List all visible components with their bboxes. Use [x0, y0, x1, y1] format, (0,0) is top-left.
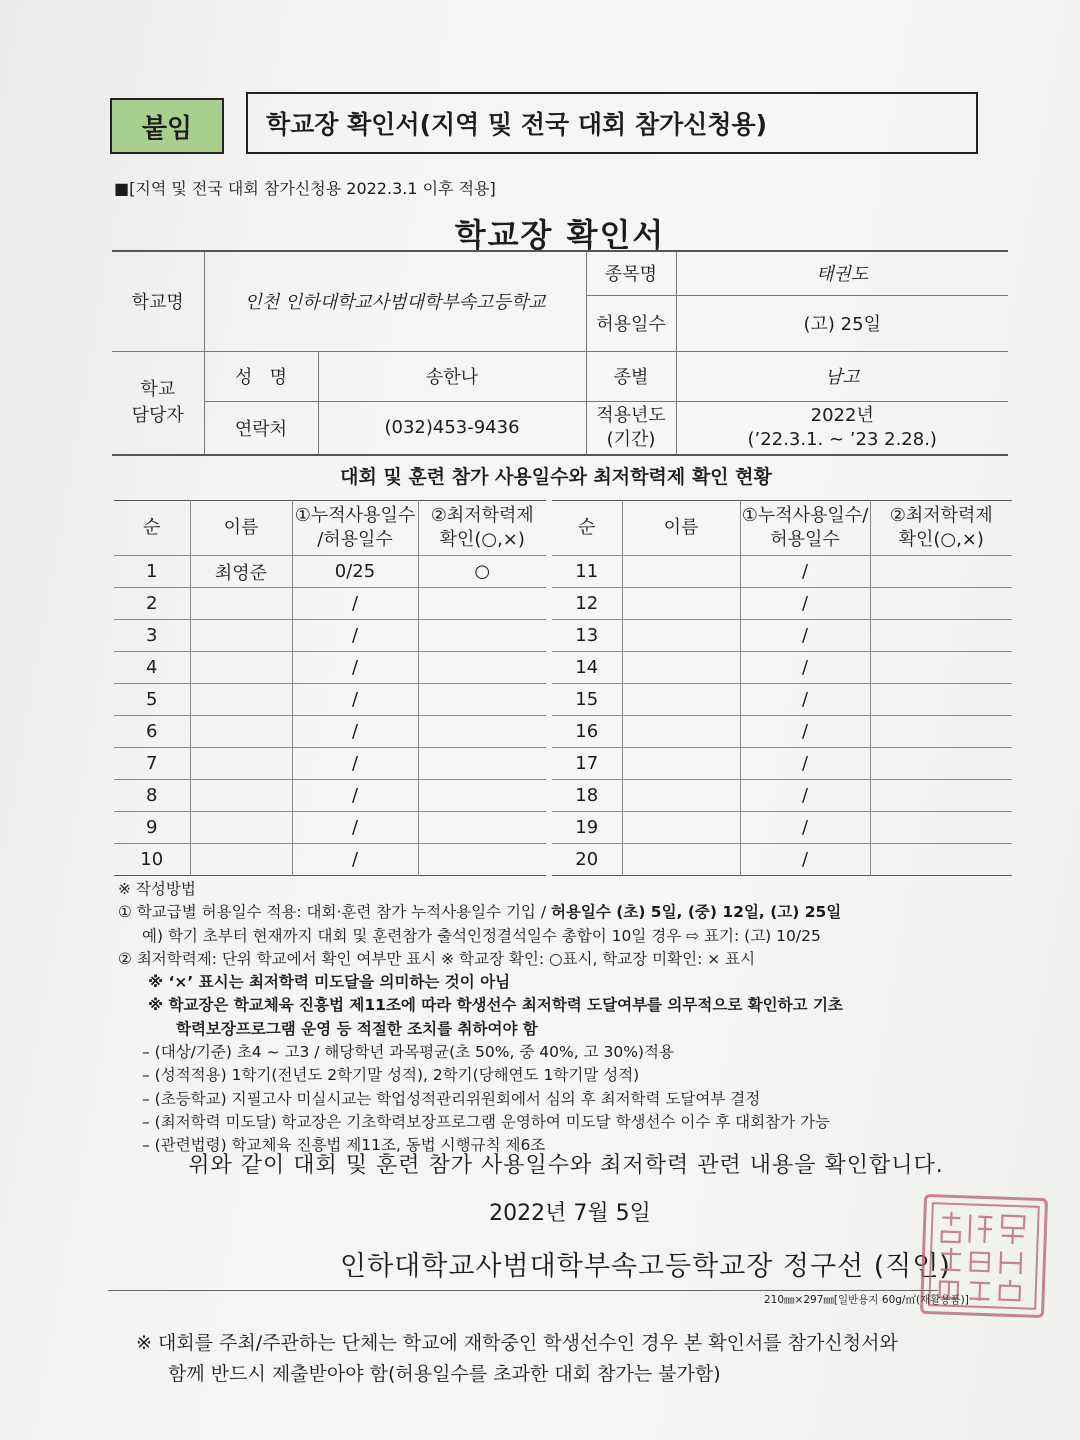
table-row	[552, 684, 1012, 716]
column-header: ①누적사용일수/ 허용일수	[740, 501, 870, 556]
instruction-line: – (성적적용) 1학기(전년도 2학기말 성적), 2학기(당해연도 1학기말 성적)	[142, 1066, 640, 1085]
cell-name	[622, 748, 740, 780]
cell-check	[418, 588, 546, 620]
cell-no: 16	[552, 716, 622, 748]
cell-name	[190, 588, 292, 620]
cell-days: /	[740, 620, 870, 652]
cell-name	[622, 556, 740, 588]
footnote-line: 함께 반드시 제출받아야 함(허용일수를 초과한 대회 참가는 불가함)	[168, 1363, 721, 1385]
cell-days: /	[740, 812, 870, 844]
cell-days: /	[740, 716, 870, 748]
cell-check	[418, 780, 546, 812]
cell-check	[870, 556, 1012, 588]
table-row	[552, 620, 1012, 652]
cell-name	[190, 844, 292, 876]
submission-footnote	[136, 1328, 1016, 1390]
period-value: (’22.3.1. ~ ’23 2.28.)	[747, 428, 937, 450]
cell-no: 10	[114, 844, 190, 876]
instruction-line: 예) 학기 초부터 현재까지 대회 및 훈련참가 출석인정결석일수 총합이 10일 경우 ⇨ 표기: (고) 10/25	[142, 926, 821, 945]
cell-no: 15	[552, 684, 622, 716]
cell-days: /	[292, 812, 418, 844]
instruction-line: 학력보장프로그램 운영 등 적절한 조치를 취하여야 함	[176, 1019, 538, 1038]
cell-no: 12	[552, 588, 622, 620]
cell-name	[190, 652, 292, 684]
table-row	[114, 684, 546, 716]
cell-name	[622, 716, 740, 748]
column-header: 순	[552, 501, 622, 556]
column-header: 순	[114, 501, 190, 556]
category-value: 남고	[676, 351, 1008, 401]
cell-no: 1	[114, 556, 190, 588]
cell-check	[870, 716, 1012, 748]
year-label: 적용년도 (기간)	[586, 401, 676, 455]
table-row	[552, 652, 1012, 684]
sport-label: 종목명	[586, 251, 676, 295]
roster-table-left	[114, 500, 546, 876]
cell-no: 8	[114, 780, 190, 812]
cell-days: /	[292, 716, 418, 748]
cell-days: /	[740, 684, 870, 716]
column-header: ①누적사용일수 /허용일수	[292, 501, 418, 556]
cell-no: 7	[114, 748, 190, 780]
cell-days: /	[292, 748, 418, 780]
form-title-box: 학교장 확인서(지역 및 전국 대회 참가신청용)	[246, 92, 978, 154]
divider-line	[108, 1290, 938, 1291]
cell-check	[418, 716, 546, 748]
cell-days: /	[292, 652, 418, 684]
cell-name	[190, 812, 292, 844]
instruction-line: ② 최저학력제: 단위 학교에서 확인 여부만 표시 ※ 학교장 확인: ○표시, 학교장 미확인: × 표시	[118, 949, 756, 968]
cell-name	[622, 684, 740, 716]
manager-label: 학교 담당자	[112, 351, 204, 455]
cell-no: 4	[114, 652, 190, 684]
instruction-line: ※ ‘×’ 표시는 최저학력 미도달을 의미하는 것이 아님	[148, 973, 511, 992]
allowed-days-label: 허용일수	[586, 295, 676, 351]
cell-name	[622, 844, 740, 876]
manager-name-label: 성 명	[204, 351, 318, 401]
cell-no: 3	[114, 620, 190, 652]
issue-date: 2022년 7월 5일	[489, 1201, 651, 1226]
cell-no: 2	[114, 588, 190, 620]
cell-check	[870, 684, 1012, 716]
instruction-line: – (초등학교) 지필고사 미실시교는 학업성적관리위원회에서 심의 후 최저학력 도달여부 결정	[142, 1089, 761, 1108]
instruction-line: ※ 학교장은 학교체육 진흥법 제11조에 따라 학생선수 최저학력 도달여부를 의무적으로 확인하고 기초	[148, 996, 843, 1015]
cell-no: 20	[552, 844, 622, 876]
cell-no: 19	[552, 812, 622, 844]
principal-signature: 인하대학교사범대학부속고등학교장 정구선 (직인)	[340, 1251, 951, 1282]
cell-check	[870, 780, 1012, 812]
table-row	[552, 556, 1012, 588]
cell-days: /	[740, 748, 870, 780]
cell-check	[418, 748, 546, 780]
table-row	[552, 780, 1012, 812]
instruction-line: – (관련법령) 학교체육 진흥법 제11조, 동법 시행규칙 제6조	[142, 1136, 546, 1155]
column-header: ②최저학력제 확인(○,×)	[418, 501, 546, 556]
column-header: ②최저학력제 확인(○,×)	[870, 501, 1012, 556]
cell-check	[418, 812, 546, 844]
cell-check	[418, 844, 546, 876]
cell-name	[190, 620, 292, 652]
cell-no: 5	[114, 684, 190, 716]
cell-days: /	[740, 844, 870, 876]
cell-check	[870, 620, 1012, 652]
instruction-line: – (대상/기준) 초4 ~ 고3 / 해당학년 과목평균(초 50%, 중 40%, 고 30%)적용	[142, 1043, 674, 1062]
school-name-label: 학교명	[112, 251, 204, 351]
cell-name	[190, 748, 292, 780]
allowed-days-value: (고) 25일	[676, 295, 1008, 351]
paper-spec: 210㎜×297㎜[일반용지 60g/㎡(재활용품)]	[764, 1294, 969, 1306]
table-row	[114, 748, 546, 780]
cell-name	[622, 652, 740, 684]
manager-name-value: 송한나	[318, 351, 586, 401]
table-row	[552, 588, 1012, 620]
cell-check	[870, 812, 1012, 844]
cell-no: 14	[552, 652, 622, 684]
sport-value: 태권도	[676, 251, 1008, 295]
cell-check	[870, 844, 1012, 876]
cell-check	[870, 588, 1012, 620]
cell-days: /	[740, 652, 870, 684]
cell-check	[418, 652, 546, 684]
table-row	[114, 588, 546, 620]
table-row	[114, 652, 546, 684]
cell-no: 11	[552, 556, 622, 588]
year-cell	[676, 401, 1008, 455]
roster-table-right	[552, 500, 1012, 876]
cell-days: /	[740, 780, 870, 812]
table-row	[552, 844, 1012, 876]
table-row	[552, 812, 1012, 844]
category-label: 종별	[586, 351, 676, 401]
instruction-bold-text: 허용일수 (초) 5일, (중) 12일, (고) 25일	[550, 903, 842, 922]
school-name-value: 인천 인하대학교사범대학부속고등학교	[204, 251, 586, 351]
table-row	[114, 556, 546, 588]
table-row	[114, 812, 546, 844]
cell-check	[870, 748, 1012, 780]
cell-check	[870, 652, 1012, 684]
table-row	[114, 780, 546, 812]
cell-name	[622, 780, 740, 812]
instruction-text: ① 학교급별 허용일수 적용: 대회·훈련 참가 누적사용일수 기입 /	[118, 903, 551, 922]
cell-name	[622, 588, 740, 620]
cell-name	[190, 684, 292, 716]
year-value: 2022년	[810, 404, 874, 426]
column-header: 이름	[622, 501, 740, 556]
table-row	[114, 844, 546, 876]
cell-name	[190, 716, 292, 748]
cell-no: 17	[552, 748, 622, 780]
document-title: 학교장 확인서	[454, 216, 666, 254]
table-row	[552, 716, 1012, 748]
table-row	[552, 748, 1012, 780]
column-header: 이름	[190, 501, 292, 556]
cell-days: /	[740, 588, 870, 620]
cell-days: /	[292, 780, 418, 812]
cell-days: /	[292, 620, 418, 652]
confirmation-statement: 위와 같이 대회 및 훈련 참가 사용일수와 최저학력 관련 내용을 확인합니다.	[188, 1153, 944, 1178]
cell-check: ○	[418, 556, 546, 588]
cell-no: 13	[552, 620, 622, 652]
cell-name: 최영준	[190, 556, 292, 588]
school-info-table	[112, 250, 1008, 456]
instruction-line: – (최저학력 미도달) 학교장은 기초학력보장프로그램 운영하여 미도달 학생선수 이수 후 대회참가 가능	[142, 1112, 830, 1131]
cell-days: 0/25	[292, 556, 418, 588]
cell-days: /	[292, 588, 418, 620]
cell-check	[418, 684, 546, 716]
left-header-row	[114, 501, 546, 556]
table-row	[114, 716, 546, 748]
instruction-line	[118, 901, 1028, 924]
applicability-notice: ■[지역 및 전국 대회 참가신청용 2022.3.1 이후 적용]	[114, 179, 496, 198]
right-header-row	[552, 501, 1012, 556]
table-row	[114, 620, 546, 652]
contact-value: (032)453-9436	[318, 401, 586, 455]
cell-days: /	[292, 844, 418, 876]
instructions-heading: ※ 작성방법	[118, 880, 196, 898]
cell-days: /	[292, 684, 418, 716]
writing-instructions	[118, 878, 1028, 1158]
section-title: 대회 및 훈련 참가 사용일수와 최저학력제 확인 현황	[340, 466, 772, 488]
cell-no: 6	[114, 716, 190, 748]
cell-no: 18	[552, 780, 622, 812]
cell-name	[622, 620, 740, 652]
cell-no: 9	[114, 812, 190, 844]
contact-label: 연락처	[204, 401, 318, 455]
cell-days: /	[740, 556, 870, 588]
attachment-badge: 붙임	[110, 98, 224, 154]
cell-name	[622, 812, 740, 844]
footnote-line: ※ 대회를 주최/주관하는 단체는 학교에 재학중인 학생선수인 경우 본 확인서를 참가신청서와	[136, 1332, 898, 1354]
cell-name	[190, 780, 292, 812]
cell-check	[418, 620, 546, 652]
